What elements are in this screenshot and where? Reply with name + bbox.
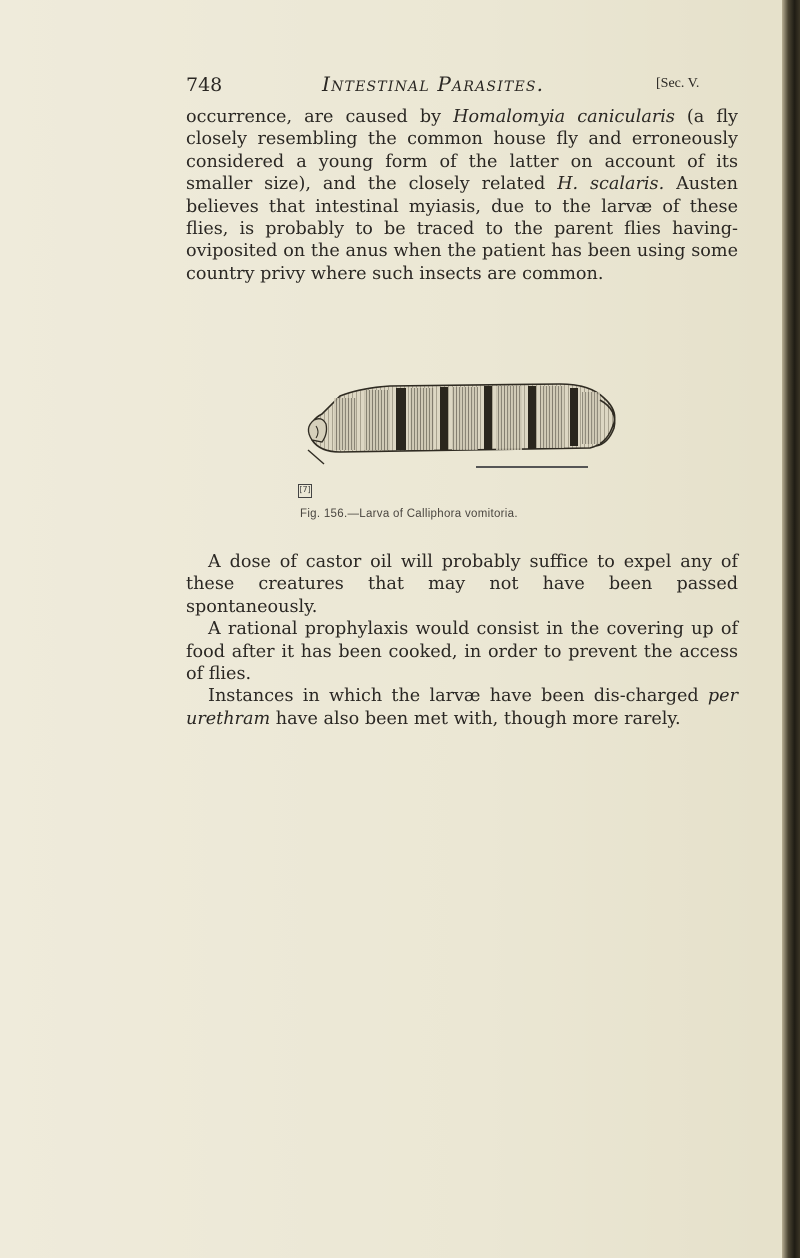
species-name: H. scalaris. xyxy=(557,174,665,195)
larva-illustration xyxy=(300,370,630,466)
paragraph-myiasis xyxy=(186,106,738,285)
species-name: Homalomyia canicularis xyxy=(453,107,675,127)
text-run: Austen believes that intestinal myiasis, due to the larvæ of these flies, is probably to be traced to the parent flies having-oviposited on the anus when the patient has been using some country privy where such insects are common. xyxy=(186,174,738,284)
paragraph-treatment xyxy=(186,551,738,730)
section-label: [Sec. V. xyxy=(656,76,700,91)
paragraph-castor-oil: A dose of castor oil will probably suffice to expel any of these creatures that may not have been passed spontaneously. xyxy=(186,552,738,617)
book-edge xyxy=(782,0,800,1258)
latin-term: per urethram xyxy=(186,686,738,729)
figure-caption: Fig. 156.—Larva of Calliphora vomitoria. xyxy=(300,508,518,520)
text-run: Instances in which the larvæ have been dis-charged xyxy=(208,686,708,707)
running-head xyxy=(186,74,726,100)
running-title: Intestinal Parasites. xyxy=(322,72,545,96)
figure-mark: [7] xyxy=(298,484,312,498)
paragraph-prophylaxis: A rational prophylaxis would consist in the covering up of food after it has been cooked, in order to prevent the access of flies. xyxy=(186,619,738,685)
paragraph-urethram xyxy=(186,685,738,730)
text-run: have also been met with, though more rarely. xyxy=(270,708,681,729)
larva-segments xyxy=(334,386,600,450)
paragraph-text xyxy=(186,106,738,285)
text-run: (a fly closely resembling the common house fly and erroneously considered a young form of the latter on account of its smaller size), and the closely related xyxy=(186,107,738,195)
text-run: occurrence, are caused by xyxy=(186,107,454,127)
figure-rule xyxy=(476,466,588,468)
page-number: 748 xyxy=(186,74,223,96)
